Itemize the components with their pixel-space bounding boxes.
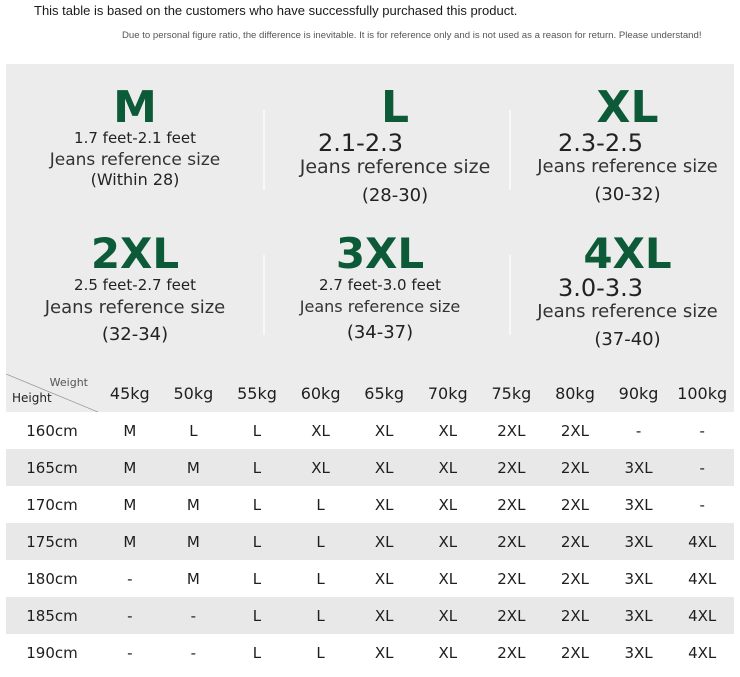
size-jeans-label: Jeans reference size (537, 301, 718, 323)
row-height-label: 180cm (6, 560, 98, 597)
size-cell: 3XL (607, 634, 671, 671)
row-height-label: 160cm (6, 412, 98, 449)
table-row (6, 597, 734, 634)
size-cell: 2XL (543, 634, 607, 671)
size-cell: 2XL (543, 486, 607, 523)
row-height-label: 165cm (6, 449, 98, 486)
table-row (6, 560, 734, 597)
page-title: This table is based on the customers who have successfully purchased this product. (34, 3, 518, 18)
size-cell: XL (416, 597, 480, 634)
size-waist-range: (Within 28) (90, 169, 180, 189)
size-cell: L (225, 486, 289, 523)
size-card-l (290, 82, 500, 207)
weight-header: 75kg (480, 374, 544, 412)
size-cell: XL (352, 523, 416, 560)
size-cell: XL (416, 634, 480, 671)
size-waist-range: (37-40) (594, 328, 661, 350)
size-cell: 2XL (543, 449, 607, 486)
weight-header: 100kg (670, 374, 734, 412)
size-cell: - (162, 597, 226, 634)
size-label: 4XL (583, 229, 672, 278)
size-card-2xl (40, 229, 230, 346)
size-cell: - (607, 412, 671, 449)
size-cell: 2XL (480, 449, 544, 486)
size-cell: 2XL (543, 412, 607, 449)
column-divider (263, 255, 265, 335)
size-cell: 2XL (480, 634, 544, 671)
size-cell: L (289, 634, 353, 671)
size-cell: L (225, 449, 289, 486)
size-height-range: 3.0-3.3 (558, 274, 643, 302)
size-height-range: 2.3-2.5 (558, 129, 643, 157)
size-cell: L (225, 523, 289, 560)
size-cell: L (225, 560, 289, 597)
size-jeans-label: Jeans reference size (299, 156, 491, 179)
table-row (6, 523, 734, 560)
table-header-row (6, 374, 734, 412)
size-cell: 4XL (670, 560, 734, 597)
size-cell: 3XL (607, 560, 671, 597)
size-jeans-label: Jeans reference size (44, 296, 226, 318)
size-waist-range: (28-30) (361, 185, 429, 207)
size-cell: M (98, 523, 162, 560)
size-cell: XL (352, 560, 416, 597)
weight-header: 80kg (543, 374, 607, 412)
size-cell: 2XL (543, 597, 607, 634)
size-cell: L (289, 560, 353, 597)
size-chart-table (6, 374, 734, 671)
column-divider (509, 255, 511, 335)
size-cell: - (670, 449, 734, 486)
size-cell: XL (416, 449, 480, 486)
table-row (6, 486, 734, 523)
size-card-3xl (290, 229, 470, 343)
size-cell: L (289, 486, 353, 523)
size-cell: XL (352, 634, 416, 671)
size-cell: 3XL (607, 486, 671, 523)
size-cell: XL (289, 449, 353, 486)
size-cell: L (289, 523, 353, 560)
size-height-range: 2.7 feet-3.0 feet (319, 276, 441, 294)
size-cell: L (225, 412, 289, 449)
size-cell: XL (352, 597, 416, 634)
size-cell: M (162, 523, 226, 560)
weight-header: 70kg (416, 374, 480, 412)
size-waist-range: (32-34) (101, 324, 169, 346)
size-card-m (40, 82, 230, 189)
size-cell: - (98, 634, 162, 671)
size-card-4xl (530, 229, 725, 351)
size-cell: 2XL (480, 523, 544, 560)
size-cell: 3XL (607, 523, 671, 560)
size-cell: 3XL (607, 449, 671, 486)
table-row (6, 634, 734, 671)
size-cell: 2XL (480, 412, 544, 449)
size-jeans-label: Jeans reference size (49, 149, 221, 170)
size-cell: - (670, 412, 734, 449)
table-row (6, 412, 734, 449)
row-height-label: 185cm (6, 597, 98, 634)
size-cell: L (162, 412, 226, 449)
size-cell: XL (352, 486, 416, 523)
row-height-label: 190cm (6, 634, 98, 671)
size-label: L (380, 82, 410, 133)
size-cell: M (162, 560, 226, 597)
size-cell: - (670, 486, 734, 523)
disclaimer-note: Due to personal figure ratio, the difference is inevitable. It is for reference only and is not used as a reason for return. Please understand! (122, 30, 702, 41)
row-height-label: 170cm (6, 486, 98, 523)
size-cell: - (98, 560, 162, 597)
size-cell: XL (416, 523, 480, 560)
size-card-xl (530, 82, 725, 206)
weight-header: 90kg (607, 374, 671, 412)
size-cell: 2XL (543, 560, 607, 597)
size-cell: XL (416, 560, 480, 597)
size-cell: 2XL (480, 597, 544, 634)
size-cell: 4XL (670, 523, 734, 560)
corner-header (6, 374, 98, 412)
size-waist-range: (30-32) (594, 183, 661, 205)
size-label: M (113, 82, 157, 133)
size-cell: - (162, 634, 226, 671)
size-label: 2XL (90, 229, 180, 278)
size-cell: M (98, 449, 162, 486)
size-cell: M (98, 486, 162, 523)
size-cell: 2XL (543, 523, 607, 560)
weight-header: 50kg (162, 374, 226, 412)
size-jeans-label: Jeans reference size (537, 156, 718, 178)
weight-header: 60kg (289, 374, 353, 412)
weight-header: 55kg (225, 374, 289, 412)
corner-height-label: Height (12, 391, 52, 405)
size-cell: XL (352, 449, 416, 486)
size-cell: - (98, 597, 162, 634)
row-height-label: 175cm (6, 523, 98, 560)
size-cell: XL (416, 412, 480, 449)
size-height-range: 2.1-2.3 (318, 129, 403, 157)
size-cell: L (289, 597, 353, 634)
size-cell: XL (352, 412, 416, 449)
size-cell: 4XL (670, 634, 734, 671)
size-cell: L (225, 597, 289, 634)
size-cell: 3XL (607, 597, 671, 634)
size-jeans-label: Jeans reference size (299, 296, 461, 316)
size-cell: M (162, 449, 226, 486)
size-waist-range: (34-37) (346, 321, 414, 343)
size-cell: L (225, 634, 289, 671)
weight-header: 45kg (98, 374, 162, 412)
corner-weight-label: Weight (49, 376, 88, 389)
size-cell: M (162, 486, 226, 523)
size-cell: 4XL (670, 597, 734, 634)
column-divider (509, 110, 511, 190)
size-cell: M (98, 412, 162, 449)
weight-header: 65kg (352, 374, 416, 412)
table-row (6, 449, 734, 486)
size-cell: 2XL (480, 560, 544, 597)
size-height-range: 1.7 feet-2.1 feet (74, 129, 196, 147)
size-label: 3XL (335, 229, 425, 278)
size-cell: XL (416, 486, 480, 523)
column-divider (263, 110, 265, 190)
size-cell: 2XL (480, 486, 544, 523)
size-height-range: 2.5 feet-2.7 feet (74, 276, 196, 294)
size-cell: XL (289, 412, 353, 449)
size-label: XL (596, 82, 659, 133)
